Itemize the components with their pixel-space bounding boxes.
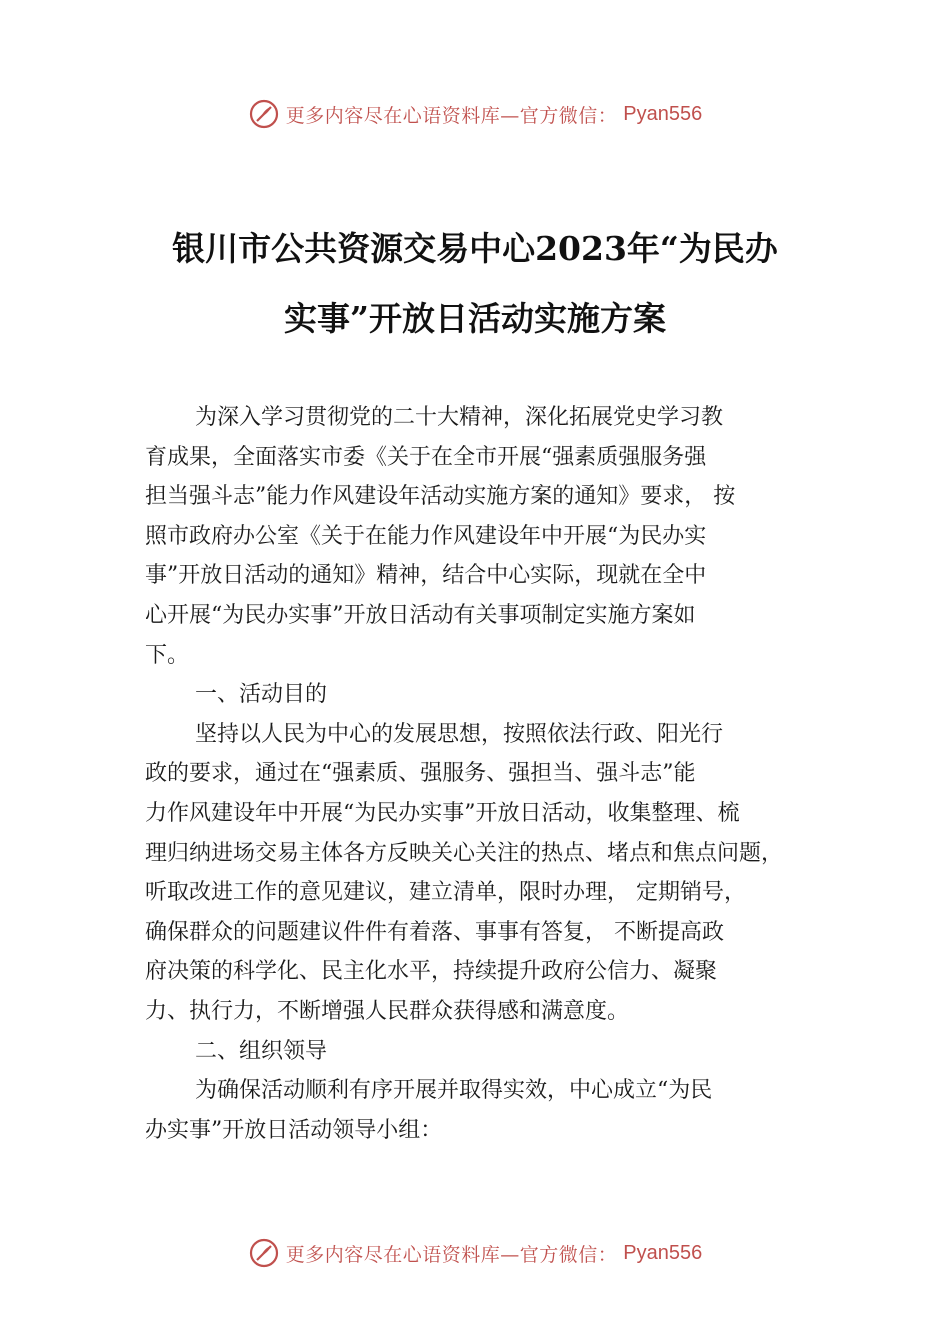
title-line-1: 银川市公共资源交易中心2023年“为民办 (172, 229, 778, 268)
body-line: 力、执行力，不断增强人民群众获得感和满意度。 (145, 998, 630, 1024)
body-line: 为深入学习贯彻党的二十大精神，深化拓展党史学习教 (195, 405, 724, 430)
body-line: 力作风建设年中开展“为民办实事”开放日活动，收集整理、梳 (145, 800, 740, 826)
body-line: 下。 (145, 642, 190, 668)
document-title (130, 214, 820, 354)
watermark-text: 更多内容尽在心语资料库—官方微信： (285, 1243, 618, 1266)
body-line: 政的要求，通过在“强素质、强服务、强担当、强斗志”能 (145, 761, 696, 787)
watermark-wechat-id: Pyan556 (623, 1241, 703, 1264)
body-line: 确保群众的问题建议件件有着落、事事有答复， 不断提高政 (145, 919, 724, 945)
section-heading-2: 二、组织领导 (195, 1038, 328, 1064)
footer-watermark (0, 1233, 950, 1273)
body-line: 心开展“为民办实事”开放日活动有关事项制定实施方案如 (145, 602, 696, 628)
watermark-wechat-id: Pyan556 (623, 102, 703, 125)
body-line: 育成果，全面落实市委《关于在全市开展“强素质强服务强 (145, 444, 707, 470)
title-line-2: 实事”开放日活动实施方案 (284, 299, 666, 338)
body-line: 坚持以人民为中心的发展思想，按照依法行政、阳光行 (195, 721, 724, 747)
document-body (145, 398, 825, 1150)
body-line: 担当强斗志”能力作风建设年活动实施方案的通知》要求， 按 (145, 484, 736, 510)
section-heading-1: 一、活动目的 (195, 682, 328, 708)
quill-logo-icon (248, 98, 280, 130)
body-line: 府决策的科学化、民主化水平，持续提升政府公信力、凝聚 (145, 959, 718, 985)
watermark-text: 更多内容尽在心语资料库—官方微信： (285, 104, 618, 127)
body-line: 事”开放日活动的通知》精神，结合中心实际，现就在全中 (145, 563, 707, 589)
quill-logo-icon (248, 1237, 280, 1269)
body-line: 照市政府办公室《关于在能力作风建设年中开展“为民办实 (145, 523, 707, 549)
body-line: 为确保活动顺利有序开展并取得实效，中心成立“为民 (195, 1078, 713, 1104)
header-watermark (0, 94, 950, 134)
body-line: 办实事”开放日活动领导小组： (145, 1117, 443, 1143)
body-line: 理归纳进场交易主体各方反映关心关注的热点、堵点和焦点问题， (145, 840, 784, 866)
body-line: 听取改进工作的意见建议，建立清单，限时办理， 定期销号， (145, 880, 746, 906)
